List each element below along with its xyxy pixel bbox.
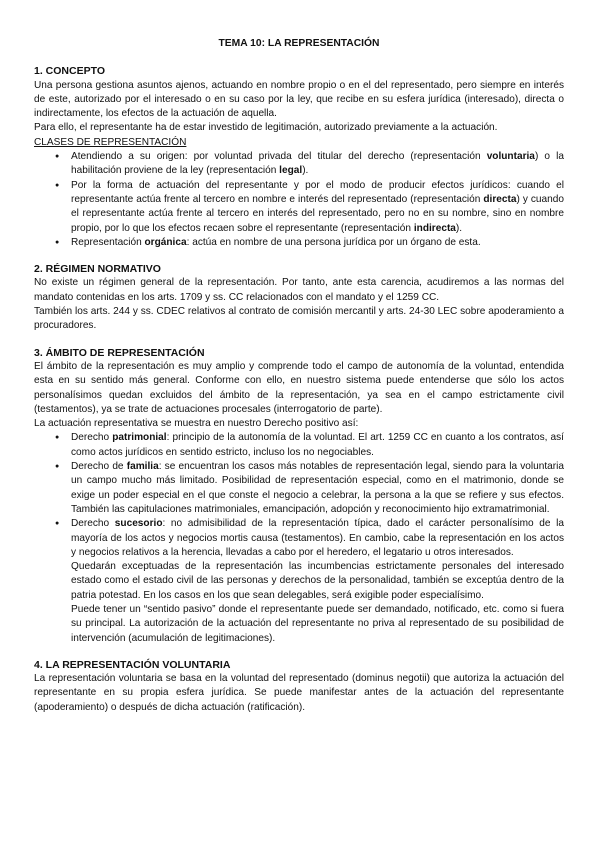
bullet-list [34,150,564,250]
paragraph: No existe un régimen general de la representación. Por tanto, ante esta carencia, acudiremos a las normas del mandato contenidas en los arts. 1709 y ss. CC relacionados con el mandato y el 1259 CC. [34,277,564,303]
paragraph: Para ello, el representante ha de estar investido de legitimación, autorizado previamente a la actuación. [34,122,498,134]
list-item: ● Derecho de familia: se encuentran los casos más notables de representación legal, siendo para la voluntaria un campo mucho más limitado. Posibilidad de representación especial, como en el matrimonio, donde se exige un poder especial en el que conste el negocio a celebrar, la persona a la que se refiere y sus efectos. También las capitulaciones matrimoniales, emancipación, adopción y reconocimiento hijo extramatrimonial. [34,460,564,517]
list-item: ● Derecho patrimonial: principio de la autonomía de la voluntad. El art. 1259 CC en cuanto a los contratos, así como actos jurídicos en sentido estricto, incluso los no negociables. [34,431,564,460]
section-heading: 2. RÉGIMEN NORMATIVO [34,263,161,276]
document-page [34,37,564,727]
section-regimen [34,262,564,333]
paragraph: La representación voluntaria se basa en la voluntad del representado (dominus negotii) que autoriza la actuación del representante en su propia esfera jurídica. Se puede manifestar antes de la actuación del representante (apoderamiento) o después de dicha actuación (ratificación). [34,673,564,713]
list-item: ● Atendiendo a su origen: por voluntad privada del titular del derecho (representación voluntaria) o la habilitación proviene de la ley (representación legal). [34,150,564,179]
paragraph: Una persona gestiona asuntos ajenos, actuando en nombre propio o en el del representado, pero siempre en interés de este, autorizado por el interesado o en su caso por la ley, que recibe en su esfera jurídica (interesado), directa o indirectamente, los efectos de la actuación de aquella. [34,79,564,120]
list-item: ● Representación orgánica: actúa en nombre de una persona jurídica por un órgano de esta. [34,236,564,250]
list-item: ● Por la forma de actuación del representante y por el modo de producir efectos jurídicos: cuando el representante actúa frente al tercero en nombre e interés del representado (representación directa) y cuando el representante actúa frente al tercero en interés del representado, pero no en su nombre, sino en nombre propio, por lo que los efectos recaen sobre el representante (representación indirecta). [34,179,564,236]
paragraph: El ámbito de la representación es muy amplio y comprende todo el campo de autonomía de la voluntad, entendida esta en su sentido más general. Conforme con ello, en nuestro sistema puede entenderse que sólo los actos personalísimos quedan excluidos del ámbito de la representación, ya sea en el campo estrictamente civil (testamentos), ya se trate de actuaciones procesales (interrogatorio de parte). [34,360,564,415]
list-item: ● Derecho sucesorio: no admisibilidad de la representación típica, dado el carácter personalísimo de la mayoría de los actos y negocios mortis causa (testamentos). En cambio, cabe la representación en los actos y negocios relativos a la herencia, llevadas a cabo por el heredero, el legatario u otros interesados. Quedarán exceptuadas de la representación las incumbencias estrictamente personales del interesado estado como el estado civil de las personas y derechos de la personalidad, también se exceptúa dentro de la patria potestad. En los casos en los que sean delegables, será exigible poder especialísimo. Puede tener un “sentido pasivo” donde el representante puede ser demandado, notificado, etc. como si fuera su principal. La autorización de la actuación del representante no priva al representado de su posibilidad de intervención (acumulación de legitimaciones). [34,517,564,646]
section-voluntaria [34,658,564,715]
section-ambito [34,346,564,646]
list-continuation: Puede tener un “sentido pasivo” donde el representante puede ser demandado, notificado, etc. como si fuera su principal. La autorización de la actuación del representante no priva al representado de su posibilidad de intervención (acumulación de legitimaciones). [71,603,564,644]
section-heading: 3. ÁMBITO DE REPRESENTACIÓN [34,346,205,359]
section-concepto [34,64,564,250]
page-title: TEMA 10: LA REPRESENTACIÓN [218,38,380,49]
subheading-clases: CLASES DE REPRESENTACIÓN [34,136,187,148]
paragraph: También los arts. 244 y ss. CDEC relativos al contrato de comisión mercantil y arts. 24-30 LEC sobre apoderamiento a procuradores. [34,306,564,332]
list-continuation: Quedarán exceptuadas de la representación las incumbencias estrictamente personales del interesado estado como el estado civil de las personas y derechos de la personalidad, también se exceptúa dentro de la patria potestad. En los casos en los que sean delegables, será exigible poder especialísimo. [71,561,564,601]
section-heading: 1. CONCEPTO [34,65,105,78]
bullet-list [34,431,564,645]
section-heading: 4. LA REPRESENTACIÓN VOLUNTARIA [34,658,231,671]
paragraph: La actuación representativa se muestra en nuestro Derecho positivo así: [34,418,359,430]
